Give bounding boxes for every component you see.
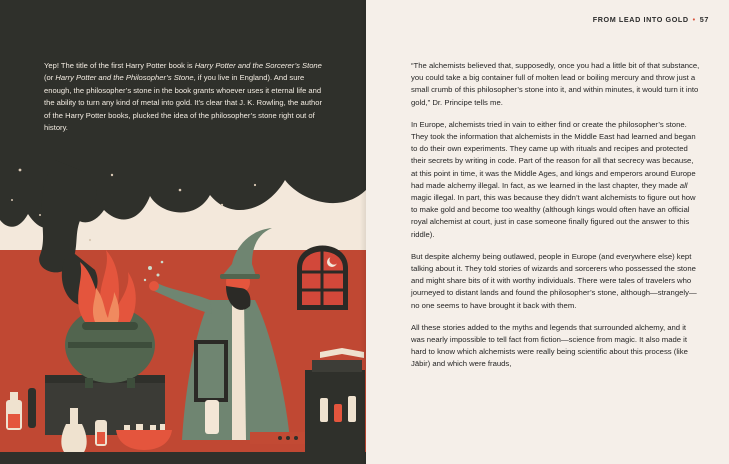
header-separator: •: [692, 15, 696, 24]
paragraph-europe: In Europe, alchemists tried in vain to either find or create the philosopher’s stone. They took the information that alchemists in the Middle East had learned and began to do their own experiments. They came up with rituals and recipes and protected their secrets by writing in code. Part of the reason for all that secrecy was because, at this point in time, it was the Middle Ages, and kings and emperors around Europe had made alchemy illegal. In fact, as we learned in the last chapter, they made all magic illegal. In part, this was because they didn’t want alchemists to figure out how to make gold and become too wealthy (although kings would often have an official royal alchemist at court, just in case someone finally figured out the answer to this riddle).: [411, 119, 696, 239]
paragraph-outlawed: But despite alchemy being outlawed, people in Europe (and everywhere else) kept talking about it. They told stories of wizards and sorcerers who possessed the stone and might share bits of it with worthy individuals. There were tales of travelers who journeyed to distant lands and found the philosopher’s stone, although—strangely—no one seems to have brought it back with them.: [411, 251, 697, 310]
paragraph-myths: All these stories added to the myths and legends that surrounded alchemy, and it was nearly impossible to tell fact from fiction—science from magic. It also made it hard to know which alchemists were really being scientific about this process (like Jābir) and which were frauds,: [411, 322, 688, 369]
page-number: 57: [699, 15, 709, 24]
right-page: [366, 0, 729, 464]
chapter-title: FROM LEAD INTO GOLD: [592, 15, 689, 24]
paragraph-quote: “The alchemists believed that, supposedly, once you had a little bit of that substance, you could take a big container full of molten lead or boiling mercury and throw just a small crumb of this philosopher’s stone into it, and within minutes, it would turn it into gold,” Dr. Principe tells me.: [411, 61, 700, 107]
running-header: [593, 15, 709, 24]
intro-paragraph: Yep! The title of the first Harry Potter book is Harry Potter and the Sorcerer’s Stone (or Harry Potter and the Philosopher’s Stone, if you live in England). And sure enough, the philosopher’s stone in the book grants whoever uses it eternal life and the ability to turn any kind of metal into gold. It’s clear that J. K. Rowling, the author of the Harry Potter books, plucked the idea of the philosopher’s stone right out of history.: [44, 61, 323, 133]
body-text: [411, 60, 701, 381]
